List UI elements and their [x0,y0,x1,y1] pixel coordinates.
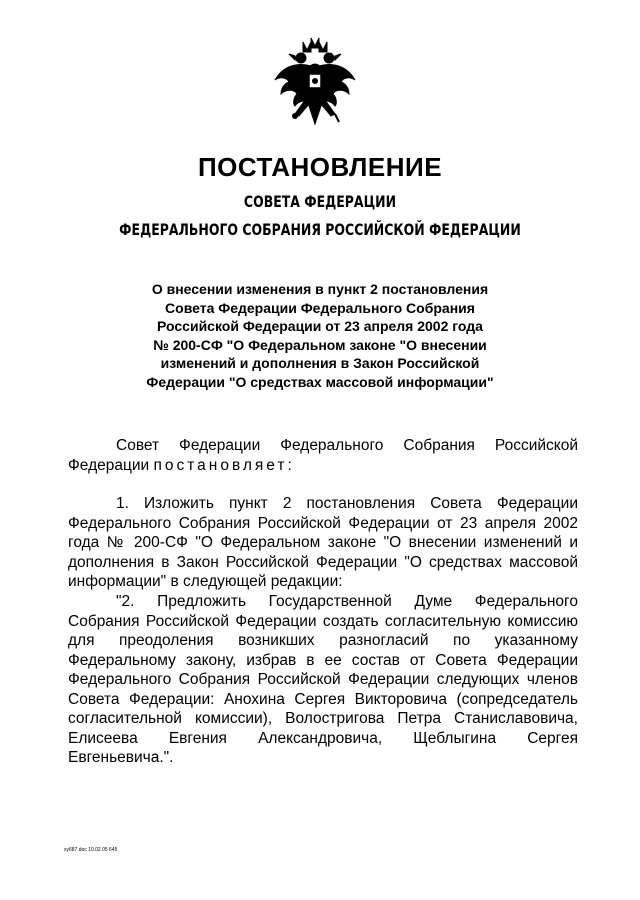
issuer-line-1: СОВЕТА ФЕДЕРАЦИИ [243,192,397,211]
subject-line-4: № 200-СФ "О Федеральном законе "О внесении [153,336,487,353]
subject-line-3: Российской Федерации от 23 апреля 2002 года [157,318,483,334]
intro-resolves: постановляет: [153,456,295,474]
document-subject [100,280,540,391]
subject-line-5: изменений и дополнения в Закон Российской [160,355,480,371]
subject-line-1: О внесении изменения в пункт 2 постановления [151,281,489,297]
issuer-line-2: ФЕДЕРАЛЬНОГО СОБРАНИЯ РОССИЙСКОЙ ФЕДЕРАЦИИ [119,220,521,239]
subject-line-6: Федерации "О средствах массовой информации" [146,373,494,390]
footer-code: sy687.doc 10.02.05 645 [64,847,118,853]
paragraph-1: 1. Изложить пункт 2 постановления Совета Федерации Федерального Собрания Российской Федерации от 23 апреля 2002 года № 200-СФ "О Федеральном законе "О внесении изменений и дополнения в Закон Российской Федерации "О средствах массовой информации" в следующей редакции: [68,495,578,590]
subject-line-2: Совета Федерации Федерального Собрания [165,299,475,316]
intro-text: Совет Федерации Федерального Собрания Российской Федерации [68,437,578,474]
document-title: ПОСТАНОВЛЕНИЕ [197,152,443,182]
double-headed-eagle-emblem [267,36,363,136]
intro-paragraph [68,436,578,475]
paragraph-2: "2. Предложить Государственной Думе Федерального Собрания Российской Федерации создать согласительную комиссию для преодоления возникших разногласий по указанному Федеральному закону, избрав в ее состав от Совета Федерации Федерального Собрания Российской Федерации следующих членов Совета Федерации: Анохина Сергея Викторовича (сопредседатель согласительной комиссии), Волостригова Петра Станиславовича, Елисеева Евгения Александровича, Щеблыгина Сергея Евгеньевича.". [68,593,578,766]
